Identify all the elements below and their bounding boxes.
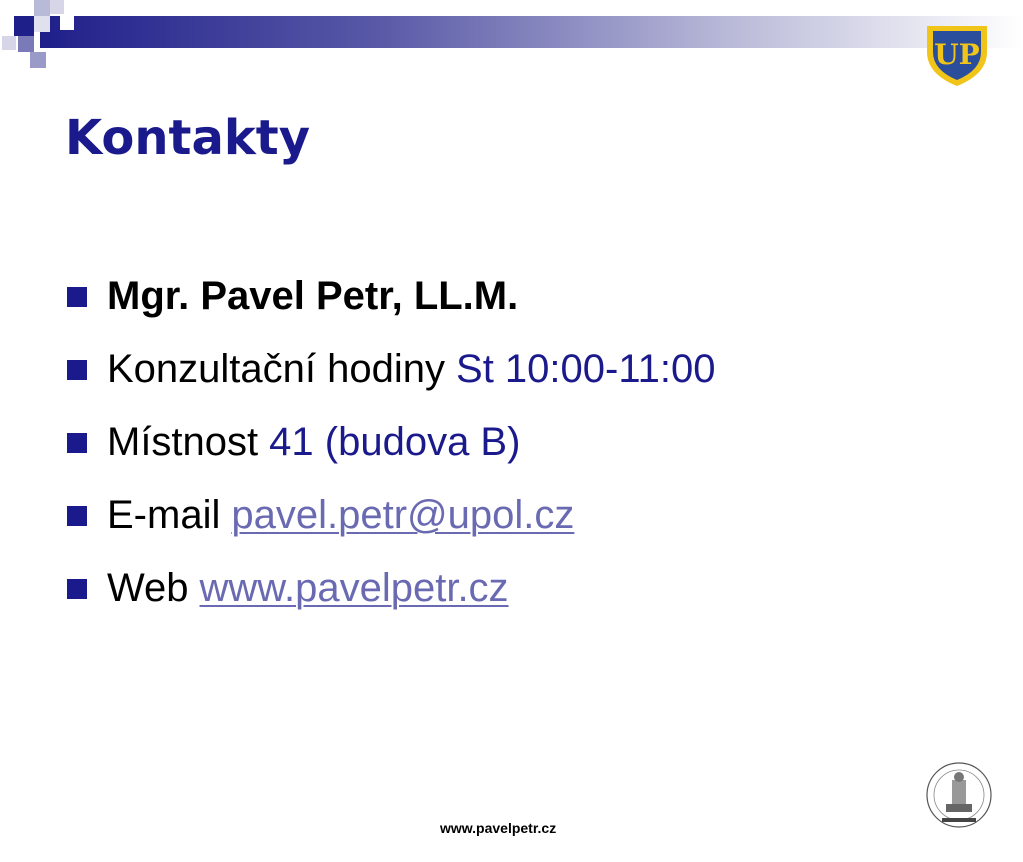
square-bullet-icon [67, 287, 87, 307]
square-bullet-icon [67, 360, 87, 380]
faculty-seal-icon [924, 760, 994, 830]
list-item-email [67, 479, 715, 552]
list-item-office-hours [67, 333, 715, 406]
room-label: Místnost [107, 420, 259, 464]
room-value: 41 (budova B) [269, 420, 521, 464]
web-link[interactable]: www.pavelpetr.cz [199, 566, 509, 610]
email-label: E-mail [107, 493, 221, 537]
web-label: Web [107, 566, 189, 610]
list-item-web [67, 552, 715, 625]
office-hours-label: Konzultační hodiny [107, 347, 446, 391]
email-link[interactable]: pavel.petr@upol.cz [231, 493, 575, 537]
square-bullet-icon [67, 579, 87, 599]
office-hours-value: St 10:00-11:00 [456, 347, 716, 391]
svg-text:UP: UP [934, 38, 980, 71]
list-item-room [67, 406, 715, 479]
slide-title: Kontakty [65, 110, 310, 166]
contact-name: Mgr. Pavel Petr, LL.M. [107, 274, 519, 318]
header-gradient-band [40, 16, 1023, 48]
university-logo-icon [925, 22, 989, 88]
square-bullet-icon [67, 506, 87, 526]
list-item-name [67, 260, 715, 333]
square-bullet-icon [67, 433, 87, 453]
footer-url: www.pavelpetr.cz [440, 820, 557, 836]
contact-list [67, 260, 715, 625]
